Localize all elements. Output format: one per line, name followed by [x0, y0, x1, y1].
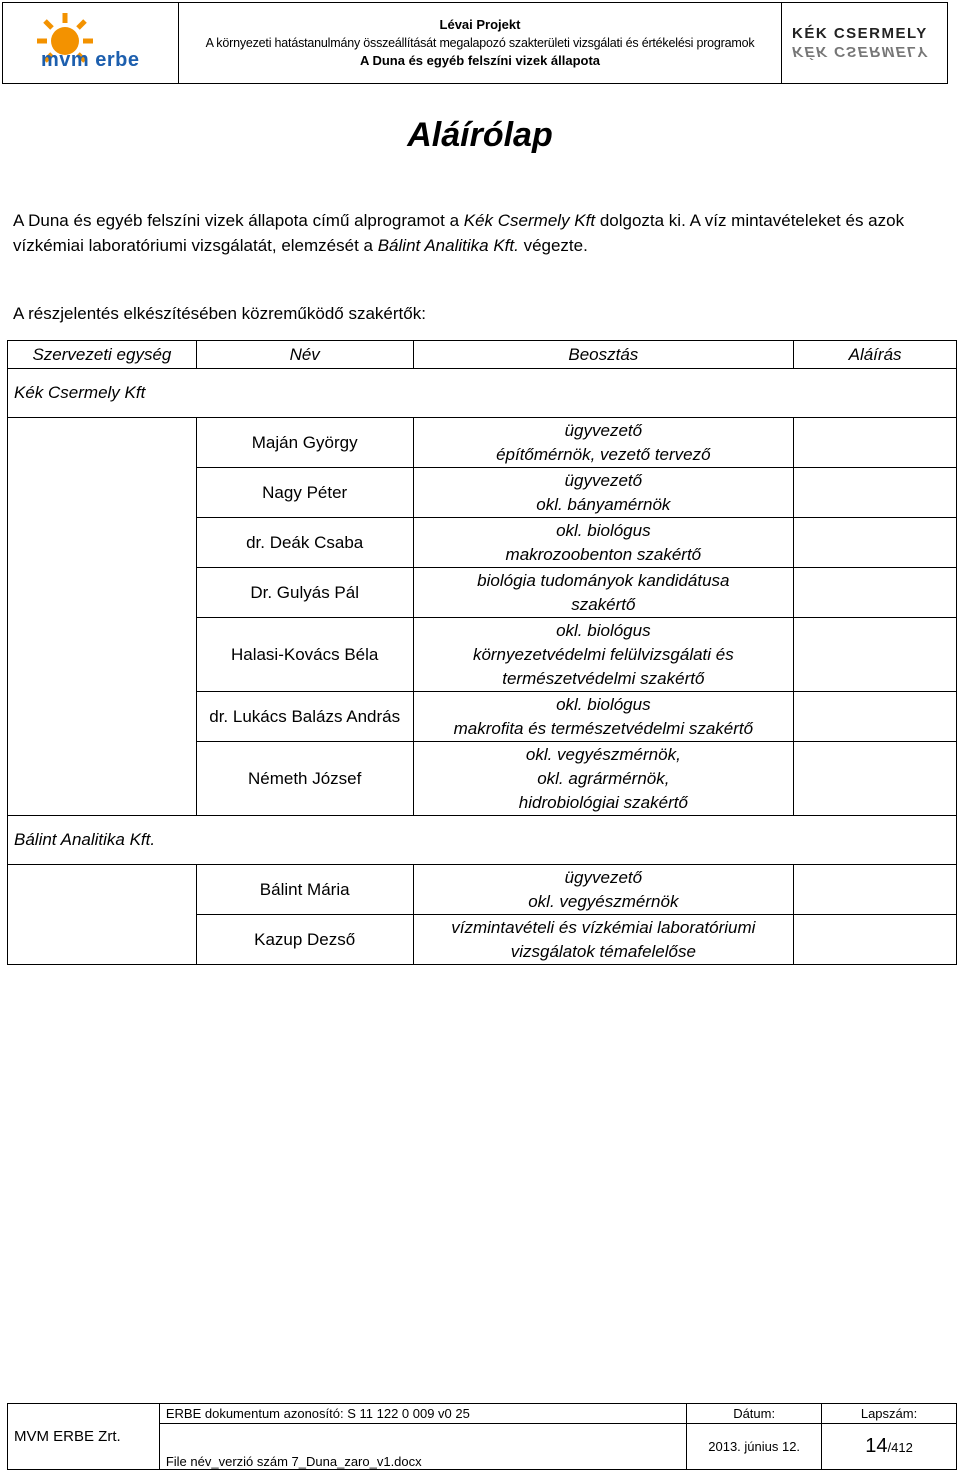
signature-cell: [794, 468, 957, 518]
signature-cell: [794, 865, 957, 915]
role-line: vízmintavételi és vízkémiai laboratóriumi: [451, 917, 756, 937]
expert-name: Halasi-Kovács Béla: [196, 618, 413, 692]
intro-company-1: Kék Csermely Kft: [463, 211, 596, 230]
signature-cell: [794, 518, 957, 568]
intro-text-1: A Duna és egyéb felszíni vizek állapota című alprogramot a: [13, 211, 460, 230]
expert-name: Nagy Péter: [196, 468, 413, 518]
kek-csermely-logo: [781, 3, 947, 83]
expert-role: [413, 468, 794, 518]
footer-date: 2013. június 12.: [687, 1424, 822, 1470]
header-signature: Aláírás: [794, 341, 957, 369]
table-header-row: [8, 341, 957, 369]
role-line: ügyvezető: [564, 420, 643, 440]
footer-doc-id: ERBE dokumentum azonosító: S 11 122 0 009 v0 25: [159, 1404, 686, 1424]
footer-file-name: File név_verzió szám 7_Duna_zaro_v1.docx: [159, 1424, 686, 1470]
intro-company-2: Bálint Analitika Kft.: [377, 236, 519, 255]
signature-cell: [794, 742, 957, 816]
role-line: okl. vegyészmérnök,: [525, 744, 681, 764]
role-line: okl. agrármérnök,: [537, 768, 670, 788]
role-line: ügyvezető: [564, 470, 643, 490]
page-number: 14: [865, 1435, 888, 1457]
expert-role: [413, 418, 794, 468]
table-row: [8, 418, 957, 468]
role-line: szakértő: [571, 594, 636, 614]
project-name: Lévai Projekt: [439, 17, 521, 32]
role-line: makrozoobenton szakértő: [505, 544, 702, 564]
header-unit: Szervezeti egység: [8, 341, 197, 369]
expert-role: [413, 568, 794, 618]
table-row: [8, 865, 957, 915]
signature-cell: [794, 618, 957, 692]
expert-role: [413, 865, 794, 915]
intro-text-2: dolgozta ki. A víz mintavételeket és azok vízkémiai laboratóriumi vizsgálatát, elemzését a: [13, 211, 905, 255]
role-line: okl. vegyészmérnök: [528, 891, 679, 911]
role-line: okl. biológus: [556, 520, 651, 540]
role-line: okl. bányamérnök: [536, 494, 671, 514]
expert-name: Németh József: [196, 742, 413, 816]
expert-role: [413, 742, 794, 816]
mvm-erbe-logo-text: mvm erbe: [41, 49, 140, 71]
role-line: építőmérnök, vezető tervező: [496, 444, 711, 464]
footer-page-number: [822, 1424, 957, 1470]
role-line: okl. biológus: [556, 620, 651, 640]
role-line: természetvédelmi szakértő: [502, 668, 705, 688]
expert-name: Kazup Dezső: [196, 915, 413, 965]
signature-cell: [794, 568, 957, 618]
kek-csermely-logo-reflection: KÉK CSERMELY: [792, 43, 929, 60]
expert-role: [413, 618, 794, 692]
page-footer: [7, 1403, 957, 1470]
role-line: környezetvédelmi felülvizsgálati és: [472, 644, 734, 664]
org-kek-csermely: Kék Csermely Kft: [8, 369, 957, 418]
signature-cell: [794, 692, 957, 742]
role-line: vizsgálatok témafelelőse: [510, 941, 696, 961]
expert-name: dr. Lukács Balázs András: [196, 692, 413, 742]
mvm-erbe-logo: [3, 3, 179, 83]
footer-company: MVM ERBE Zrt.: [8, 1404, 160, 1470]
role-line: hidrobiológiai szakértő: [518, 792, 688, 812]
org-cell-empty: [8, 418, 197, 816]
expert-role: [413, 692, 794, 742]
expert-role: [413, 518, 794, 568]
intro-paragraph: [13, 208, 953, 258]
experts-table: [7, 340, 957, 965]
header-section: A Duna és egyéb felszíni vizek állapota: [359, 53, 601, 68]
intro-text-3: végezte.: [523, 236, 588, 255]
expert-name: Bálint Mária: [196, 865, 413, 915]
expert-name: Dr. Gulyás Pál: [196, 568, 413, 618]
expert-role: [413, 915, 794, 965]
signature-cell: [794, 915, 957, 965]
header-name: Név: [196, 341, 413, 369]
signature-cell: [794, 418, 957, 468]
footer-date-label: Dátum:: [687, 1404, 822, 1424]
experts-lead: A részjelentés elkészítésében közreműködő szakértők:: [13, 304, 426, 323]
page-header: [2, 2, 948, 84]
page-total: /412: [887, 1440, 913, 1455]
header-position: Beosztás: [413, 341, 794, 369]
role-line: ügyvezető: [564, 867, 643, 887]
role-line: makrofita és természetvédelmi szakértő: [453, 718, 754, 738]
expert-name: dr. Deák Csaba: [196, 518, 413, 568]
header-center: [179, 3, 781, 83]
page-title: Aláírólap: [407, 116, 553, 154]
org-balint-analitika: Bálint Analitika Kft.: [8, 816, 957, 865]
org-cell-empty: [8, 865, 197, 965]
kek-csermely-logo-text: KÉK CSERMELY: [792, 25, 928, 42]
expert-name: Maján György: [196, 418, 413, 468]
role-line: biológia tudományok kandidátusa: [477, 570, 730, 590]
role-line: okl. biológus: [556, 694, 651, 714]
header-subtitle: A környezeti hatástanulmány összeállítását megalapozó szakterületi vizsgálati és értékelési programok: [205, 36, 755, 50]
footer-page-label: Lapszám:: [822, 1404, 957, 1424]
